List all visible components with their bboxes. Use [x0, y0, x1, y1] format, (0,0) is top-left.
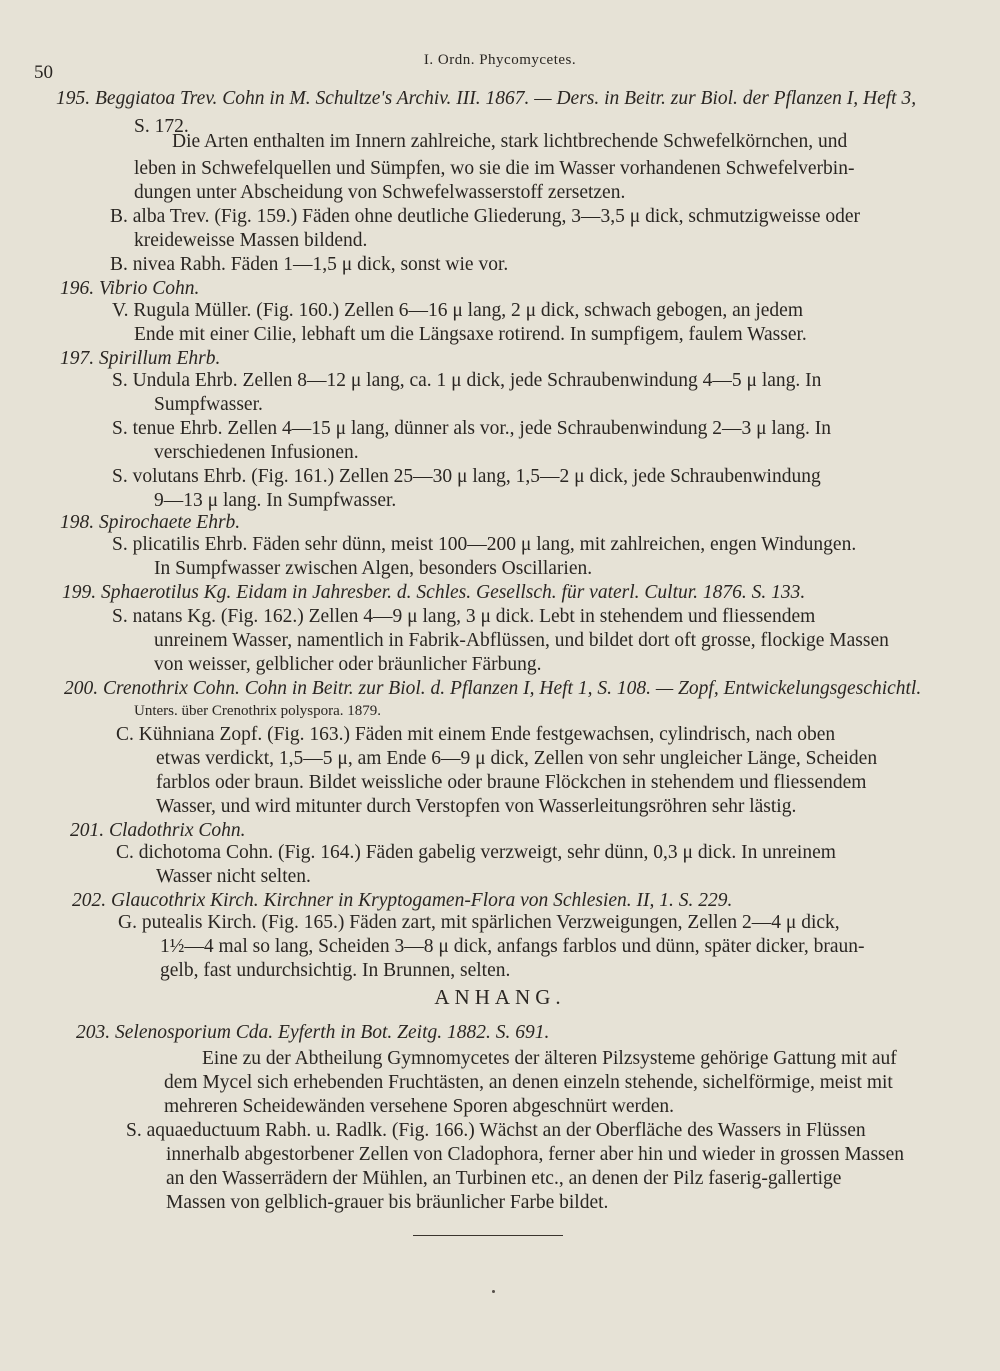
text-line: farblos oder braun. Bildet weissliche oder braune Flöckchen in stehendem und fliessendem — [156, 772, 867, 793]
text-line: dem Mycel sich erhebenden Fruchtästen, an denen einzeln stehende, sichelförmige, meist mit — [164, 1072, 893, 1093]
text-line: an den Wasserrädern der Mühlen, an Turbinen etc., an denen der Pilz faserig-gallertige — [166, 1168, 842, 1189]
text-line: etwas verdickt, 1,5—5 μ, am Ende 6—9 μ dick, Zellen von sehr ungleicher Länge, Scheiden — [156, 748, 878, 769]
text-line: S. volutans Ehrb. (Fig. 161.) Zellen 25—30 μ lang, 1,5—2 μ dick, jede Schraubenwindung — [112, 466, 821, 487]
text-line: Wasser nicht selten. — [156, 866, 311, 887]
text-line: kreideweisse Massen bildend. — [134, 230, 368, 251]
text-line: innerhalb abgestorbener Zellen von Cladophora, ferner aber hin und wieder in grossen Massen — [166, 1144, 905, 1165]
text-line: S. 172. — [134, 116, 189, 137]
text-line: mehreren Scheidewänden versehene Sporen abgeschnürt werden. — [164, 1096, 675, 1117]
text-line: unreinem Wasser, namentlich in Fabrik-Abflüssen, und bildet dort oft grosse, flockige Massen — [154, 630, 889, 651]
text-line: S. tenue Ehrb. Zellen 4—15 μ lang, dünner als vor., jede Schraubenwindung 2—3 μ lang. In — [112, 418, 831, 439]
text-line: Die Arten enthalten im Innern zahlreiche, stark lichtbrechende Schwefelkörnchen, und — [172, 131, 848, 152]
text-line: von weisser, gelblicher oder bräunlicher Färbung. — [154, 654, 542, 675]
text-line: S. natans Kg. (Fig. 162.) Zellen 4—9 μ lang, 3 μ dick. Lebt in stehendem und fliessendem — [112, 606, 816, 627]
text-line: 9—13 μ lang. In Sumpfwasser. — [154, 490, 397, 511]
text-line: 1½—4 mal so lang, Scheiden 3—8 μ dick, anfangs farblos und dünn, später dicker, braun- — [160, 936, 865, 957]
text-line: dungen unter Abscheidung von Schwefelwasserstoff zersetzen. — [134, 182, 626, 203]
text-line: Ende mit einer Cilie, lebhaft um die Längsaxe rotirend. In sumpfigem, faulem Wasser. — [134, 324, 807, 345]
text-line: Wasser, und wird mitunter durch Verstopfen von Wasserleitungsröhren sehr lästig. — [156, 796, 797, 817]
separator-rule — [413, 1235, 563, 1236]
genus-heading: 200. Crenothrix Cohn. Cohn in Beitr. zur Biol. d. Pflanzen I, Heft 1, S. 108. — Zopf, Entwickelungsgeschichtl. — [64, 678, 922, 699]
page-number: 50 — [34, 62, 53, 83]
genus-heading: 197. Spirillum Ehrb. — [60, 348, 221, 369]
text-line: B. nivea Rabh. Fäden 1—1,5 μ dick, sonst wie vor. — [110, 254, 509, 275]
genus-heading: 201. Cladothrix Cohn. — [70, 820, 246, 841]
text-line: V. Rugula Müller. (Fig. 160.) Zellen 6—16 μ lang, 2 μ dick, schwach gebogen, an jedem — [112, 300, 804, 321]
text-line: Unters. über Crenothrix polyspora. 1879. — [134, 703, 382, 719]
text-line: S. aquaeductuum Rabh. u. Radlk. (Fig. 166.) Wächst an der Oberfläche des Wassers in Flüssen — [126, 1120, 866, 1141]
text-line: C. dichotoma Cohn. (Fig. 164.) Fäden gabelig verzweigt, sehr dünn, 0,3 μ dick. In unreinem — [116, 842, 836, 863]
running-title: I. Ordn. Phycomycetes. — [423, 52, 577, 68]
genus-heading: 202. Glaucothrix Kirch. Kirchner in Kryptogamen-Flora von Schlesien. II, 1. S. 229. — [72, 890, 733, 911]
section-heading: ANHANG. — [434, 985, 566, 1009]
text-line: verschiedenen Infusionen. — [154, 442, 359, 463]
text-line: leben in Schwefelquellen und Sümpfen, wo sie die im Wasser vorhandenen Schwefelverbin- — [134, 158, 855, 179]
print-mark — [492, 1290, 495, 1293]
text-line: B. alba Trev. (Fig. 159.) Fäden ohne deutliche Gliederung, 3—3,5 μ dick, schmutzigweisse oder — [110, 206, 861, 227]
genus-heading: 198. Spirochaete Ehrb. — [60, 512, 241, 533]
genus-heading: 199. Sphaerotilus Kg. Eidam in Jahresber. d. Schles. Gesellsch. für vaterl. Cultur. 1876. S. 133. — [62, 582, 806, 603]
text-line: In Sumpfwasser zwischen Algen, besonders Oscillarien. — [154, 558, 593, 579]
text-line: Sumpfwasser. — [154, 394, 263, 415]
text-line: Massen von gelblich-grauer bis bräunlicher Farbe bildet. — [166, 1192, 609, 1213]
text-line: gelb, fast undurchsichtig. In Brunnen, selten. — [160, 960, 511, 981]
text-line: 195. Beggiatoa Trev. Cohn in M. Schultze's Archiv. III. 1867. — Ders. in Beitr. zur Biol. der Pflanzen I, Heft 3, — [56, 88, 917, 109]
genus-heading: 203. Selenosporium Cda. Eyferth in Bot. Zeitg. 1882. S. 691. — [76, 1022, 550, 1043]
text-line: C. Kühniana Zopf. (Fig. 163.) Fäden mit einem Ende festgewachsen, cylindrisch, nach oben — [116, 724, 836, 745]
genus-heading: 196. Vibrio Cohn. — [60, 278, 200, 299]
text-line: S. plicatilis Ehrb. Fäden sehr dünn, meist 100—200 μ lang, mit zahlreichen, engen Windungen. — [112, 534, 857, 555]
text-line: Eine zu der Abtheilung Gymnomycetes der älteren Pilzsysteme gehörige Gattung mit auf — [202, 1048, 897, 1069]
text-line: S. Undula Ehrb. Zellen 8—12 μ lang, ca. 1 μ dick, jede Schraubenwindung 4—5 μ lang. In — [112, 370, 822, 391]
text-line: G. putealis Kirch. (Fig. 165.) Fäden zart, mit spärlichen Verzweigungen, Zellen 2—4 μ dick, — [118, 912, 840, 933]
